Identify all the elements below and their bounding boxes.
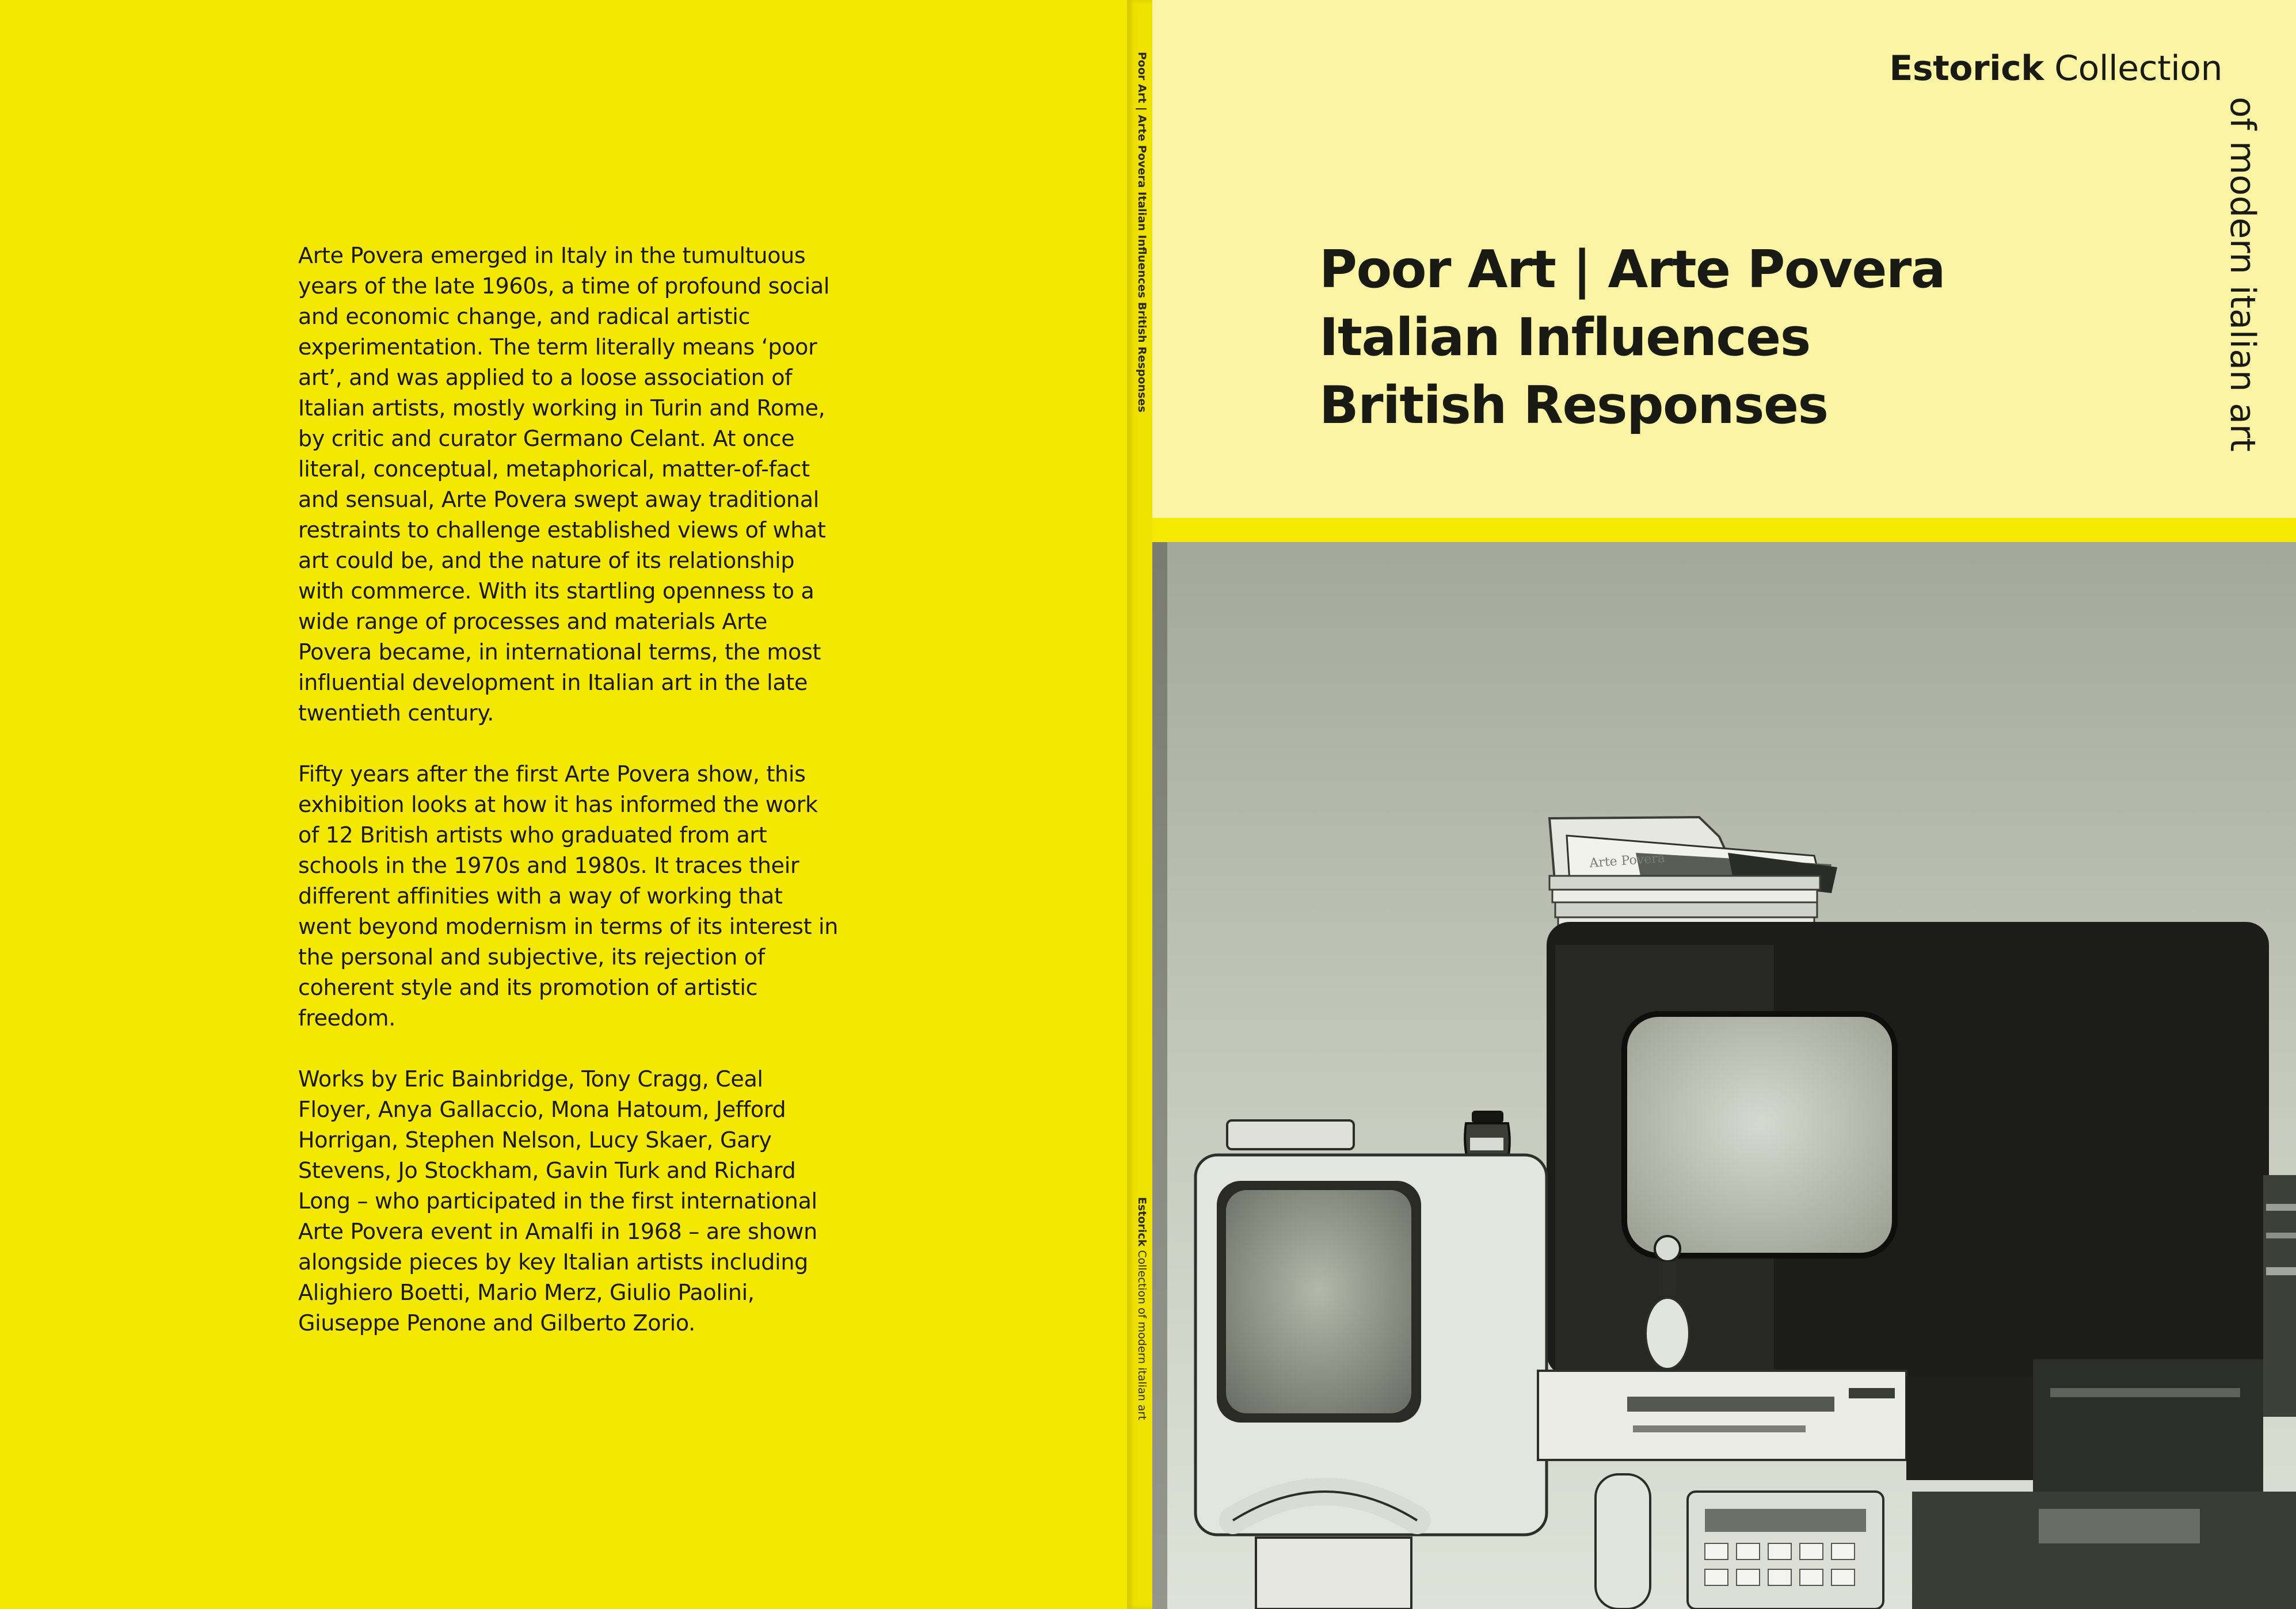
brand-tagline: of modern italian art [2222,97,2263,452]
brand-name-bold: Estorick [1889,48,2044,89]
small-monitor [1195,1120,1547,1535]
spine-title: Poor Art | Arte Povera Italian Influences British Responses [1136,52,1148,413]
title-line-3: British Responses [1319,375,1828,436]
front-cover [1152,0,2296,1609]
yellow-stripe [1152,518,2296,542]
handset [1596,1474,1650,1609]
brand-name-rest: Collection [2054,48,2222,89]
blurb-paragraph-exhibition: Fifty years after the first Arte Povera show, this exhibition looks at how it has informed the work of 12 British artists who graduated from art schools in the 1970s and 1980s. It traces their different affinities with a way of working that went beyond modernism in terms of its interest in the personal and subjective, its rejection of coherent style and its promotion of artistic freedom. [298,761,838,1031]
blurb-paragraph-artists: Works by Eric Bainbridge, Tony Cragg, Ceal Floyer, Anya Gallaccio, Mona Hatoum, Jefford Horrigan, Stephen Nelson, Lucy Skaer, Gary Stevens, Jo Stockham, Gavin Turk and Richard Long – who participated in the first international Arte Povera event in Amalfi in 1968 – are shown alongside pieces by key Italian artists including Alighiero Boetti, Mario Merz, Giulio Paolini, Giuseppe Penone and Gilberto Zorio. [298,1066,817,1336]
book-spine [1127,0,1156,1609]
photo-left-edge-shadow [1152,542,1167,1609]
spine-publisher [1136,1197,1148,1420]
spine-publisher-rest: Collection of modern italian art [1136,1250,1148,1420]
title-line-1: Poor Art | Arte Povera [1319,239,1945,300]
back-cover-blurb [298,241,839,1369]
title-line-2: Italian Influences [1319,307,1810,368]
right-clutter [2263,1175,2296,1417]
cover-photo [1152,542,2296,1609]
blurb-paragraph-intro: Arte Povera emerged in Italy in the tumultuous years of the late 1960s, a time of profound social and economic change, and radical artistic experimentation. The term literally means ‘poor art’, and was applied to a loose association of Italian artists, mostly working in Turin and Rome, by critic and curator Germano Celant. At once literal, conceptual, metaphorical, matter-of-fact and sensual, Arte Povera swept away traditional restraints to challenge established views of what art could be, and the nature of its relationship with commerce. With its startling openness to a wide range of processes and materials Arte Povera became, in international terms, the most influential development in Italian art in the late twentieth century. [298,243,830,726]
calculator [1688,1492,1883,1609]
spine-publisher-bold: Estorick [1136,1197,1148,1247]
publisher-logo [1889,48,2222,89]
back-cover [0,0,1127,1609]
book-title [1319,236,1945,440]
paper-stack-label: Arte Povera [1589,851,1666,871]
